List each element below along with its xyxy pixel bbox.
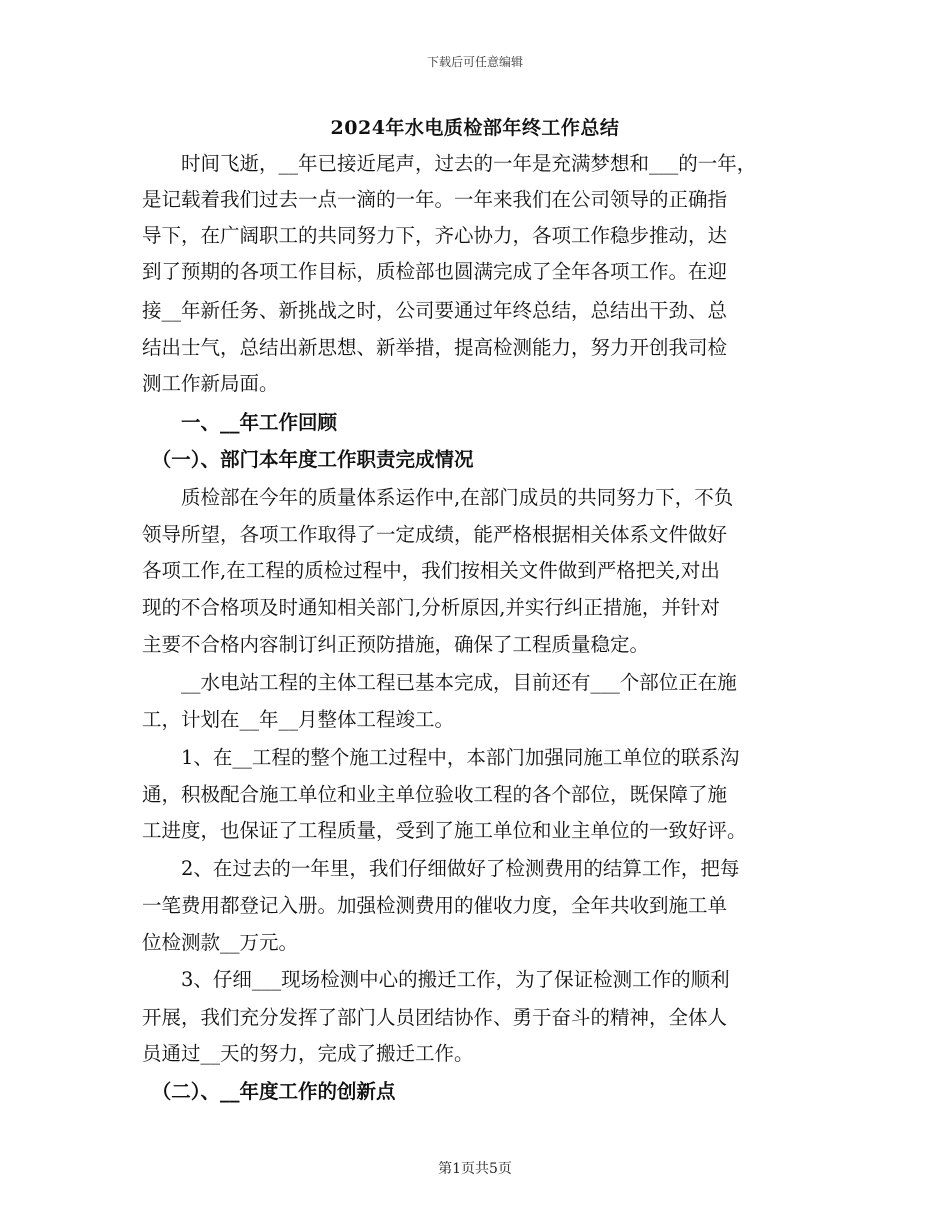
paragraph-line: 工进度，也保证了工程质量，受到了施工单位和业主单位的一致好评。 — [142, 819, 747, 842]
paragraph-line: 测工作新局面。 — [142, 372, 279, 395]
paragraph-line: 到了预期的各项工作目标，质检部也圆满完成了全年各项工作。在迎 — [142, 260, 728, 283]
paragraph-line: 通，积极配合施工单位和业主单位验收工程的各个部位，既保障了施 — [142, 783, 728, 806]
paragraph-line: 一笔费用都登记入册。加强检测费用的催收力度，全年共收到施工单 — [142, 894, 728, 917]
paragraph-line: 各项工作,在工程的质检过程中，我们按相关文件做到严格把关,对出 — [142, 559, 720, 582]
paragraph-line: 时间飞逝，__年已接近尾声，过去的一年是充满梦想和___的一年， — [142, 152, 757, 175]
paragraph-line: 3、仔细___现场检测中心的搬迁工作，为了保证检测工作的顺利 — [142, 968, 730, 991]
section-heading: 一、__年工作回顾 — [142, 411, 338, 434]
paragraph-line: 开展，我们充分发挥了部门人员团结协作、勇于奋斗的精神，全体人 — [142, 1006, 728, 1029]
document-title: 2024年水电质检部年终工作总结 — [330, 117, 620, 139]
paragraph-line: __水电站工程的主体工程已基本完成，目前还有___个部位正在施 — [142, 671, 737, 694]
header-note: 下载后可任意编辑 — [426, 55, 523, 69]
paragraph-line: 质检部在今年的质量体系运作中,在部门成员的共同努力下，不负 — [142, 486, 734, 509]
paragraph-line: 接__年新任务、新挑战之时，公司要通过年终总结，总结出干劲、总 — [142, 299, 728, 322]
subsection-heading: （二）、__年度工作的创新点 — [142, 1080, 396, 1103]
paragraph-line: 员通过__天的努力，完成了搬迁工作。 — [142, 1042, 474, 1065]
paragraph-line: 位检测款__万元。 — [142, 931, 299, 954]
paragraph-line: 工，计划在__年__月整体工程竣工。 — [142, 708, 455, 731]
paragraph-line: 导下，在广阔职工的共同努力下，齐心协力，各项工作稳步推动，达 — [142, 224, 728, 247]
paragraph-line: 主要不合格内容制订纠正预防措施，确保了工程质量稳定。 — [142, 633, 650, 656]
paragraph-line: 1、在__工程的整个施工过程中，本部门加强同施工单位的联系沟 — [142, 746, 740, 769]
page-footer: 第1页共5页 — [438, 1161, 512, 1177]
paragraph-line: 结出士气，总结出新思想、新举措，提高检测能力，努力开创我司检 — [142, 336, 728, 359]
subsection-heading: （一）、部门本年度工作职责完成情况 — [142, 448, 474, 471]
paragraph-line: 是记载着我们过去一点一滴的一年。一年来我们在公司领导的正确指 — [142, 188, 728, 211]
paragraph-line: 领导所望，各项工作取得了一定成绩，能严格根据相关体系文件做好 — [142, 523, 728, 546]
paragraph-line: 现的不合格项及时通知相关部门,分析原因,并实行纠正措施，并针对 — [142, 596, 720, 619]
paragraph-line: 2、在过去的一年里，我们仔细做好了检测费用的结算工作，把每 — [142, 857, 740, 880]
